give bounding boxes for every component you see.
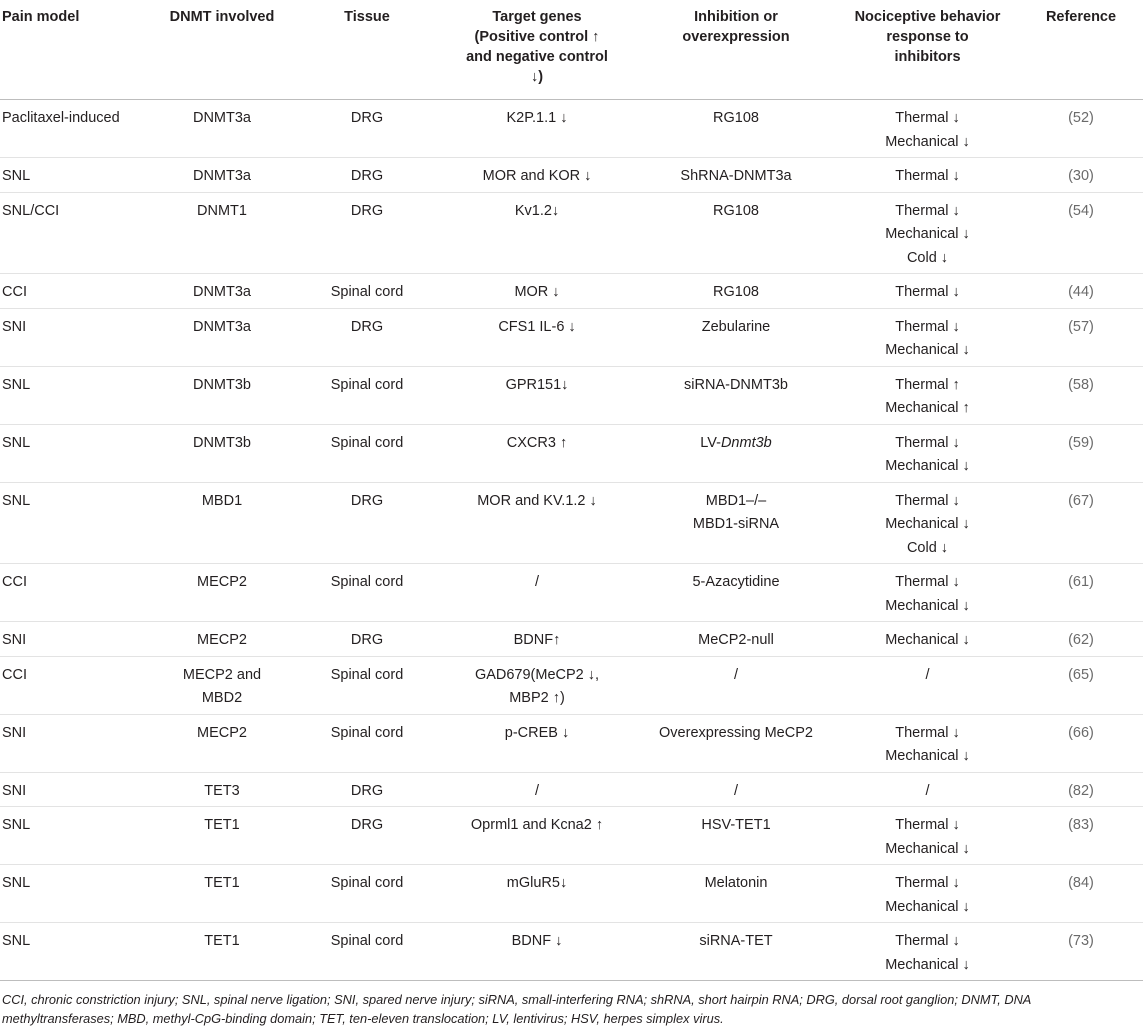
inhibition-line: RG108	[713, 202, 759, 219]
cell-dnmt	[148, 656, 296, 714]
header-line: Target genes	[492, 9, 582, 25]
dnmt-line: TET1	[204, 817, 240, 833]
header-line: DNMT involved	[169, 9, 275, 25]
cell-tissue: Spinal cord	[296, 656, 438, 714]
dnmt-line: DNMT3a	[192, 318, 251, 335]
behavior-line: Mechanical ↓	[885, 226, 970, 242]
behavior-line: Mechanical ↓	[885, 133, 970, 150]
cell-pain-model: SNL/CCI	[0, 192, 148, 274]
cell-behavior	[836, 714, 1019, 772]
behavior-line: Mechanical ↓	[885, 840, 970, 857]
behavior-line: Thermal ↓	[895, 574, 960, 590]
table-row	[0, 622, 1143, 657]
cell-target-genes	[438, 274, 636, 309]
cell-inhibition	[636, 424, 836, 482]
gene-line: GPR151↓	[505, 376, 569, 393]
cell-reference: (30)	[1019, 158, 1143, 193]
cell-pain-model: SNL	[0, 923, 148, 981]
cell-behavior	[836, 564, 1019, 622]
cell-target-genes	[438, 424, 636, 482]
inhibition-prefix: LV-	[700, 434, 721, 451]
cell-inhibition	[636, 865, 836, 923]
cell-inhibition	[636, 807, 836, 865]
cell-pain-model: SNI	[0, 622, 148, 657]
cell-tissue: Spinal cord	[296, 274, 438, 309]
cell-pain-model: SNL	[0, 482, 148, 564]
cell-dnmt	[148, 424, 296, 482]
cell-inhibition	[636, 366, 836, 424]
header-line: Tissue	[344, 9, 390, 25]
table-row	[0, 656, 1143, 714]
cell-pain-model: CCI	[0, 656, 148, 714]
cell-reference: (44)	[1019, 274, 1143, 309]
cell-behavior	[836, 807, 1019, 865]
inhibition-line: HSV-TET1	[701, 817, 771, 833]
cell-behavior	[836, 482, 1019, 564]
cell-target-genes	[438, 100, 636, 158]
dnmt-line: TET3	[204, 782, 240, 799]
behavior-line: Mechanical ↓	[885, 748, 970, 764]
inhibition-gene-italic: Dnmt3b	[720, 434, 772, 451]
gene-line: p-CREB ↓	[504, 724, 570, 741]
table-row	[0, 366, 1143, 424]
header-line: overexpression	[682, 29, 790, 45]
dnmt-line: MECP2	[197, 574, 247, 590]
cell-pain-model: SNL	[0, 366, 148, 424]
dnmt-line: MECP2	[197, 632, 247, 648]
gene-line: mGluR5↓	[506, 875, 568, 891]
dnmt-line: DNMT3a	[192, 168, 251, 184]
behavior-line: Mechanical ↓	[885, 956, 970, 973]
behavior-line: Thermal ↓	[895, 875, 960, 891]
gene-line: Kv1.2↓	[514, 202, 560, 219]
cell-reference: (61)	[1019, 564, 1143, 622]
header-line: and negative control	[466, 49, 608, 65]
table-footnote: CCI, chronic constriction injury; SNL, spinal nerve ligation; SNI, spared nerve injury; siRNA, small-interfering RNA; shRNA, short hairpin RNA; DRG, dorsal root ganglion; DNMT, DNA methyltransferases; MBD, methyl-CpG-binding domain; TET, ten-eleven translocation; LV, lentivirus; HSV, herpes simplex virus.	[2, 992, 1031, 1026]
behavior-line: Thermal ↓	[895, 492, 960, 509]
header-line: Pain model	[2, 9, 80, 25]
table-row	[0, 865, 1143, 923]
cell-tissue: Spinal cord	[296, 714, 438, 772]
cell-inhibition	[636, 192, 836, 274]
table-row	[0, 923, 1143, 981]
header-pain-model	[0, 0, 148, 100]
cell-target-genes	[438, 865, 636, 923]
dnmt-line: DNMT3a	[192, 110, 251, 126]
cell-reference: (59)	[1019, 424, 1143, 482]
cell-reference: (58)	[1019, 366, 1143, 424]
dnmt-line: MBD1	[201, 492, 243, 509]
behavior-line: Thermal ↑	[895, 376, 960, 393]
header-line: ↓)	[530, 69, 544, 85]
cell-inhibition	[636, 714, 836, 772]
cell-reference: (52)	[1019, 100, 1143, 158]
inhibition-line: Overexpressing MeCP2	[659, 724, 813, 741]
cell-dnmt	[148, 308, 296, 366]
cell-behavior	[836, 622, 1019, 657]
cell-tissue: Spinal cord	[296, 923, 438, 981]
cell-inhibition	[636, 564, 836, 622]
cell-tissue: DRG	[296, 482, 438, 564]
cell-reference: (73)	[1019, 923, 1143, 981]
cell-dnmt	[148, 772, 296, 807]
header-line: response to	[886, 29, 969, 45]
inhibition-line: 5-Azacytidine	[692, 574, 780, 590]
dnmt-line: DNMT3b	[192, 376, 251, 393]
cell-dnmt	[148, 564, 296, 622]
cell-tissue: DRG	[296, 772, 438, 807]
cell-inhibition	[636, 772, 836, 807]
behavior-line: Thermal ↓	[895, 724, 960, 741]
gene-line: CXCR3 ↑	[506, 434, 568, 451]
behavior-line: Cold ↓	[906, 539, 949, 556]
cell-inhibition	[636, 923, 836, 981]
cell-reference: (67)	[1019, 482, 1143, 564]
inhibition-line: MBD1-siRNA	[692, 516, 780, 532]
inhibition-line: /	[733, 782, 739, 799]
inhibition-line: RG108	[713, 110, 759, 126]
gene-line: BDNF↑	[513, 632, 561, 648]
behavior-line: Mechanical ↓	[885, 597, 970, 614]
gene-line: MBP2 ↑)	[509, 690, 565, 706]
cell-target-genes	[438, 366, 636, 424]
cell-pain-model: SNI	[0, 714, 148, 772]
cell-inhibition	[636, 100, 836, 158]
table-row	[0, 482, 1143, 564]
table-row	[0, 424, 1143, 482]
dnmt-line: MBD2	[201, 690, 243, 706]
cell-pain-model: SNL	[0, 158, 148, 193]
cell-dnmt	[148, 158, 296, 193]
cell-inhibition	[636, 482, 836, 564]
cell-target-genes	[438, 158, 636, 193]
inhibition-line	[640, 432, 832, 456]
cell-tissue: DRG	[296, 622, 438, 657]
header-dnmt-involved	[148, 0, 296, 100]
cell-target-genes	[438, 192, 636, 274]
cell-behavior	[836, 772, 1019, 807]
inhibition-line: siRNA-DNMT3b	[684, 376, 788, 393]
table-row	[0, 807, 1143, 865]
table-row	[0, 772, 1143, 807]
cell-inhibition	[636, 308, 836, 366]
cell-tissue: Spinal cord	[296, 865, 438, 923]
cell-pain-model: SNI	[0, 772, 148, 807]
dnmt-line: DNMT3a	[192, 284, 251, 300]
gene-line: K2P.1.1 ↓	[506, 110, 568, 126]
cell-reference: (65)	[1019, 656, 1143, 714]
gene-line: MOR and KOR ↓	[482, 168, 592, 184]
cell-tissue: DRG	[296, 158, 438, 193]
behavior-line: /	[925, 782, 930, 799]
cell-dnmt	[148, 100, 296, 158]
table-row	[0, 274, 1143, 309]
cell-behavior	[836, 100, 1019, 158]
dnmt-line: DNMT3b	[192, 434, 251, 451]
inhibition-line: RG108	[713, 284, 759, 300]
inhibition-line: siRNA-TET	[699, 933, 773, 949]
table-row	[0, 158, 1143, 193]
inhibition-line: ShRNA-DNMT3a	[680, 168, 792, 184]
cell-target-genes	[438, 807, 636, 865]
header-target-genes	[438, 0, 636, 100]
cell-behavior	[836, 424, 1019, 482]
cell-pain-model: SNI	[0, 308, 148, 366]
table-row	[0, 192, 1143, 274]
dnmt-line: TET1	[204, 933, 240, 949]
behavior-line: Thermal ↓	[895, 284, 960, 300]
behavior-line: Mechanical ↓	[885, 458, 970, 474]
behavior-line: Mechanical ↓	[885, 342, 970, 358]
table-row	[0, 308, 1143, 366]
cell-dnmt	[148, 366, 296, 424]
behavior-line: Thermal ↓	[895, 434, 960, 451]
cell-tissue: Spinal cord	[296, 366, 438, 424]
cell-behavior	[836, 865, 1019, 923]
cell-pain-model: CCI	[0, 274, 148, 309]
cell-behavior	[836, 366, 1019, 424]
cell-inhibition	[636, 656, 836, 714]
header-line: (Positive control ↑	[474, 29, 600, 45]
header-line: Inhibition or	[694, 9, 778, 25]
inhibition-line: MeCP2-null	[698, 632, 774, 648]
behavior-line: Mechanical ↑	[885, 400, 970, 416]
dnmt-line: MECP2	[197, 724, 247, 741]
gene-line: MOR and KV.1.2 ↓	[477, 492, 597, 509]
dnmt-line: DNMT1	[197, 202, 247, 219]
cell-tissue: DRG	[296, 100, 438, 158]
cell-tissue: Spinal cord	[296, 564, 438, 622]
table-row	[0, 714, 1143, 772]
cell-tissue: DRG	[296, 308, 438, 366]
cell-target-genes	[438, 622, 636, 657]
header-line: inhibitors	[894, 49, 961, 65]
cell-reference: (83)	[1019, 807, 1143, 865]
gene-line: /	[534, 574, 540, 590]
behavior-line: /	[925, 666, 930, 683]
cell-behavior	[836, 656, 1019, 714]
gene-line: MOR ↓	[514, 284, 560, 300]
cell-reference: (57)	[1019, 308, 1143, 366]
cell-tissue: DRG	[296, 807, 438, 865]
header-behavior	[836, 0, 1019, 100]
cell-pain-model: SNL	[0, 865, 148, 923]
gene-line: /	[534, 782, 540, 799]
cell-target-genes	[438, 482, 636, 564]
inhibition-line: Zebularine	[701, 318, 771, 335]
gene-line: BDNF ↓	[511, 933, 563, 949]
cell-target-genes	[438, 656, 636, 714]
table-body	[0, 100, 1143, 981]
behavior-line: Thermal ↓	[895, 202, 960, 219]
cell-pain-model: SNL	[0, 424, 148, 482]
gene-line: GAD679(MeCP2 ↓,	[474, 666, 600, 683]
cell-pain-model: SNL	[0, 807, 148, 865]
cell-reference: (84)	[1019, 865, 1143, 923]
cell-target-genes	[438, 564, 636, 622]
table-row	[0, 100, 1143, 158]
behavior-line: Thermal ↓	[895, 817, 960, 833]
cell-dnmt	[148, 274, 296, 309]
cell-tissue: Spinal cord	[296, 424, 438, 482]
behavior-line: Thermal ↓	[895, 318, 960, 335]
gene-line: Oprml1 and Kcna2 ↑	[470, 817, 604, 833]
cell-inhibition	[636, 158, 836, 193]
cell-dnmt	[148, 192, 296, 274]
gene-line: CFS1 IL-6 ↓	[498, 318, 576, 335]
inhibition-line: /	[733, 666, 739, 683]
cell-dnmt	[148, 923, 296, 981]
cell-dnmt	[148, 622, 296, 657]
behavior-line: Thermal ↓	[895, 168, 960, 184]
cell-reference: (66)	[1019, 714, 1143, 772]
dnmt-line: TET1	[204, 875, 240, 891]
cell-tissue: DRG	[296, 192, 438, 274]
cell-dnmt	[148, 865, 296, 923]
cell-pain-model: Paclitaxel-induced	[0, 100, 148, 158]
behavior-line: Thermal ↓	[895, 933, 960, 949]
cell-behavior	[836, 158, 1019, 193]
cell-reference: (62)	[1019, 622, 1143, 657]
behavior-line: Mechanical ↓	[885, 632, 970, 648]
header-reference	[1019, 0, 1143, 100]
cell-behavior	[836, 274, 1019, 309]
cell-reference: (54)	[1019, 192, 1143, 274]
cell-target-genes	[438, 923, 636, 981]
cell-dnmt	[148, 714, 296, 772]
inhibition-line: MBD1–/–	[705, 492, 767, 509]
behavior-line: Mechanical ↓	[885, 516, 970, 532]
header-inhibition	[636, 0, 836, 100]
cell-behavior	[836, 308, 1019, 366]
dnmt-line: MECP2 and	[182, 666, 262, 683]
header-row	[0, 0, 1143, 100]
cell-target-genes	[438, 308, 636, 366]
cell-dnmt	[148, 482, 296, 564]
cell-inhibition	[636, 622, 836, 657]
cell-behavior	[836, 192, 1019, 274]
cell-target-genes	[438, 772, 636, 807]
table-row	[0, 564, 1143, 622]
cell-pain-model: CCI	[0, 564, 148, 622]
cell-behavior	[836, 923, 1019, 981]
behavior-line: Thermal ↓	[895, 110, 960, 126]
cell-dnmt	[148, 807, 296, 865]
cell-target-genes	[438, 714, 636, 772]
cell-inhibition	[636, 274, 836, 309]
inhibition-line: Melatonin	[704, 875, 768, 891]
behavior-line: Cold ↓	[906, 249, 949, 266]
behavior-line: Mechanical ↓	[885, 898, 970, 915]
header-tissue	[296, 0, 438, 100]
header-line: Reference	[1045, 9, 1117, 25]
cell-reference: (82)	[1019, 772, 1143, 807]
header-line: Nociceptive behavior	[854, 9, 1001, 25]
